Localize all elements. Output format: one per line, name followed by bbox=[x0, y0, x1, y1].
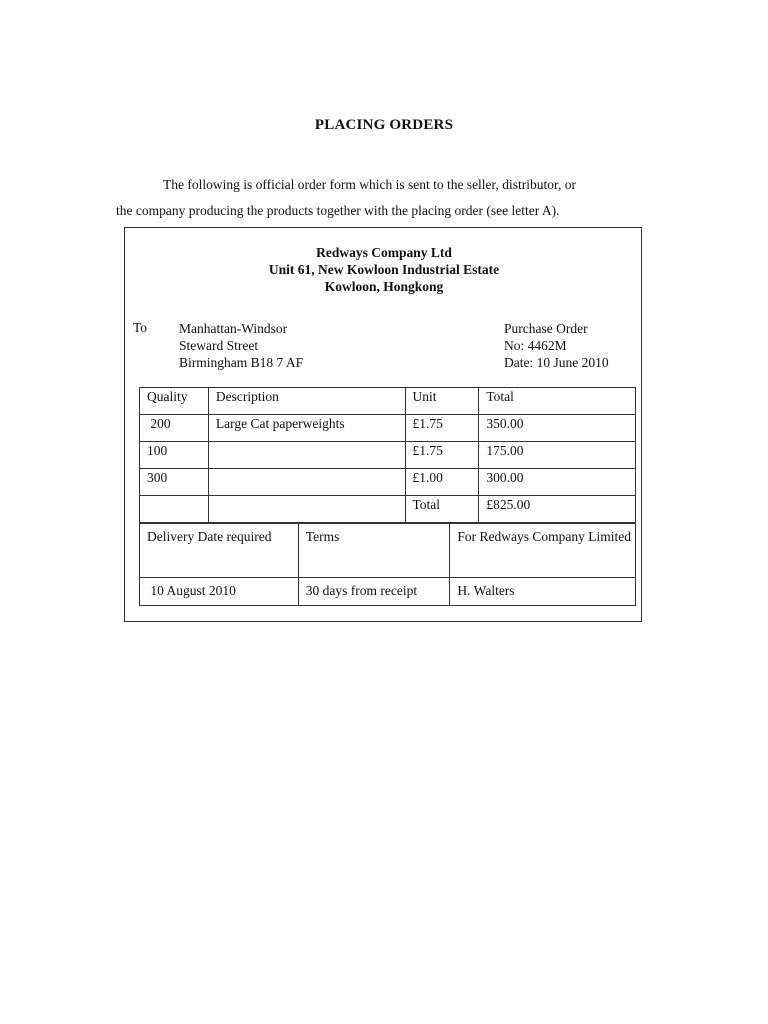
recipient-name: Manhattan-Windsor bbox=[179, 321, 288, 336]
delivery-table bbox=[139, 523, 636, 606]
to-label: To bbox=[133, 320, 148, 335]
items-table bbox=[139, 387, 636, 523]
cell-description: Large Cat paperweights bbox=[208, 415, 405, 442]
signatory-value: H. Walters bbox=[450, 578, 636, 606]
header-total: Total bbox=[479, 388, 636, 415]
recipient-city: Birmingham B18 7 AF bbox=[179, 355, 304, 370]
cell-total-label: Total bbox=[405, 496, 479, 523]
table-row bbox=[140, 415, 636, 442]
purchase-order-label: Purchase Order bbox=[504, 321, 588, 336]
delivery-header-row bbox=[140, 524, 636, 578]
items-header-row bbox=[140, 388, 636, 415]
purchase-order-date: Date: 10 June 2010 bbox=[504, 355, 609, 370]
company-header bbox=[125, 244, 643, 295]
cell-quality bbox=[140, 496, 209, 523]
table-row bbox=[140, 469, 636, 496]
company-address-line-2: Kowloon, Hongkong bbox=[324, 279, 444, 294]
recipient-address bbox=[179, 320, 303, 371]
header-unit: Unit bbox=[405, 388, 479, 415]
terms-value: 30 days from receipt bbox=[298, 578, 450, 606]
recipient-street: Steward Street bbox=[179, 338, 259, 353]
cell-quality: 200 bbox=[140, 415, 209, 442]
purchase-order-info bbox=[504, 320, 609, 371]
table-row bbox=[140, 578, 636, 606]
delivery-date-value: 10 August 2010 bbox=[140, 578, 299, 606]
cell-description bbox=[208, 496, 405, 523]
cell-quality: 100 bbox=[140, 442, 209, 469]
company-address-line-1: Unit 61, New Kowloon Industrial Estate bbox=[268, 262, 500, 277]
cell-description bbox=[208, 469, 405, 496]
cell-quality: 300 bbox=[140, 469, 209, 496]
cell-unit: £1.75 bbox=[405, 415, 479, 442]
company-name: Redways Company Ltd bbox=[316, 245, 452, 260]
cell-total: 300.00 bbox=[479, 469, 636, 496]
cell-total: 350.00 bbox=[479, 415, 636, 442]
intro-line-2: the company producing the products together with the placing order (see letter A). bbox=[116, 203, 560, 218]
cell-description bbox=[208, 442, 405, 469]
intro-paragraph bbox=[116, 172, 656, 224]
intro-line-1: The following is official order form which is sent to the seller, distributor, or bbox=[163, 177, 576, 192]
header-terms: Terms bbox=[298, 524, 450, 578]
header-delivery-date: Delivery Date required bbox=[140, 524, 299, 578]
header-quality: Quality bbox=[140, 388, 209, 415]
purchase-order-number: No: 4462M bbox=[504, 338, 567, 353]
cell-grand-total: £825.00 bbox=[479, 496, 636, 523]
cell-unit: £1.00 bbox=[405, 469, 479, 496]
order-form bbox=[124, 227, 642, 622]
header-signatory: For Redways Company Limited bbox=[450, 524, 636, 578]
page-title: PLACING ORDERS bbox=[314, 117, 454, 133]
cell-unit: £1.75 bbox=[405, 442, 479, 469]
table-row bbox=[140, 442, 636, 469]
table-row bbox=[140, 496, 636, 523]
cell-total: 175.00 bbox=[479, 442, 636, 469]
header-description: Description bbox=[208, 388, 405, 415]
